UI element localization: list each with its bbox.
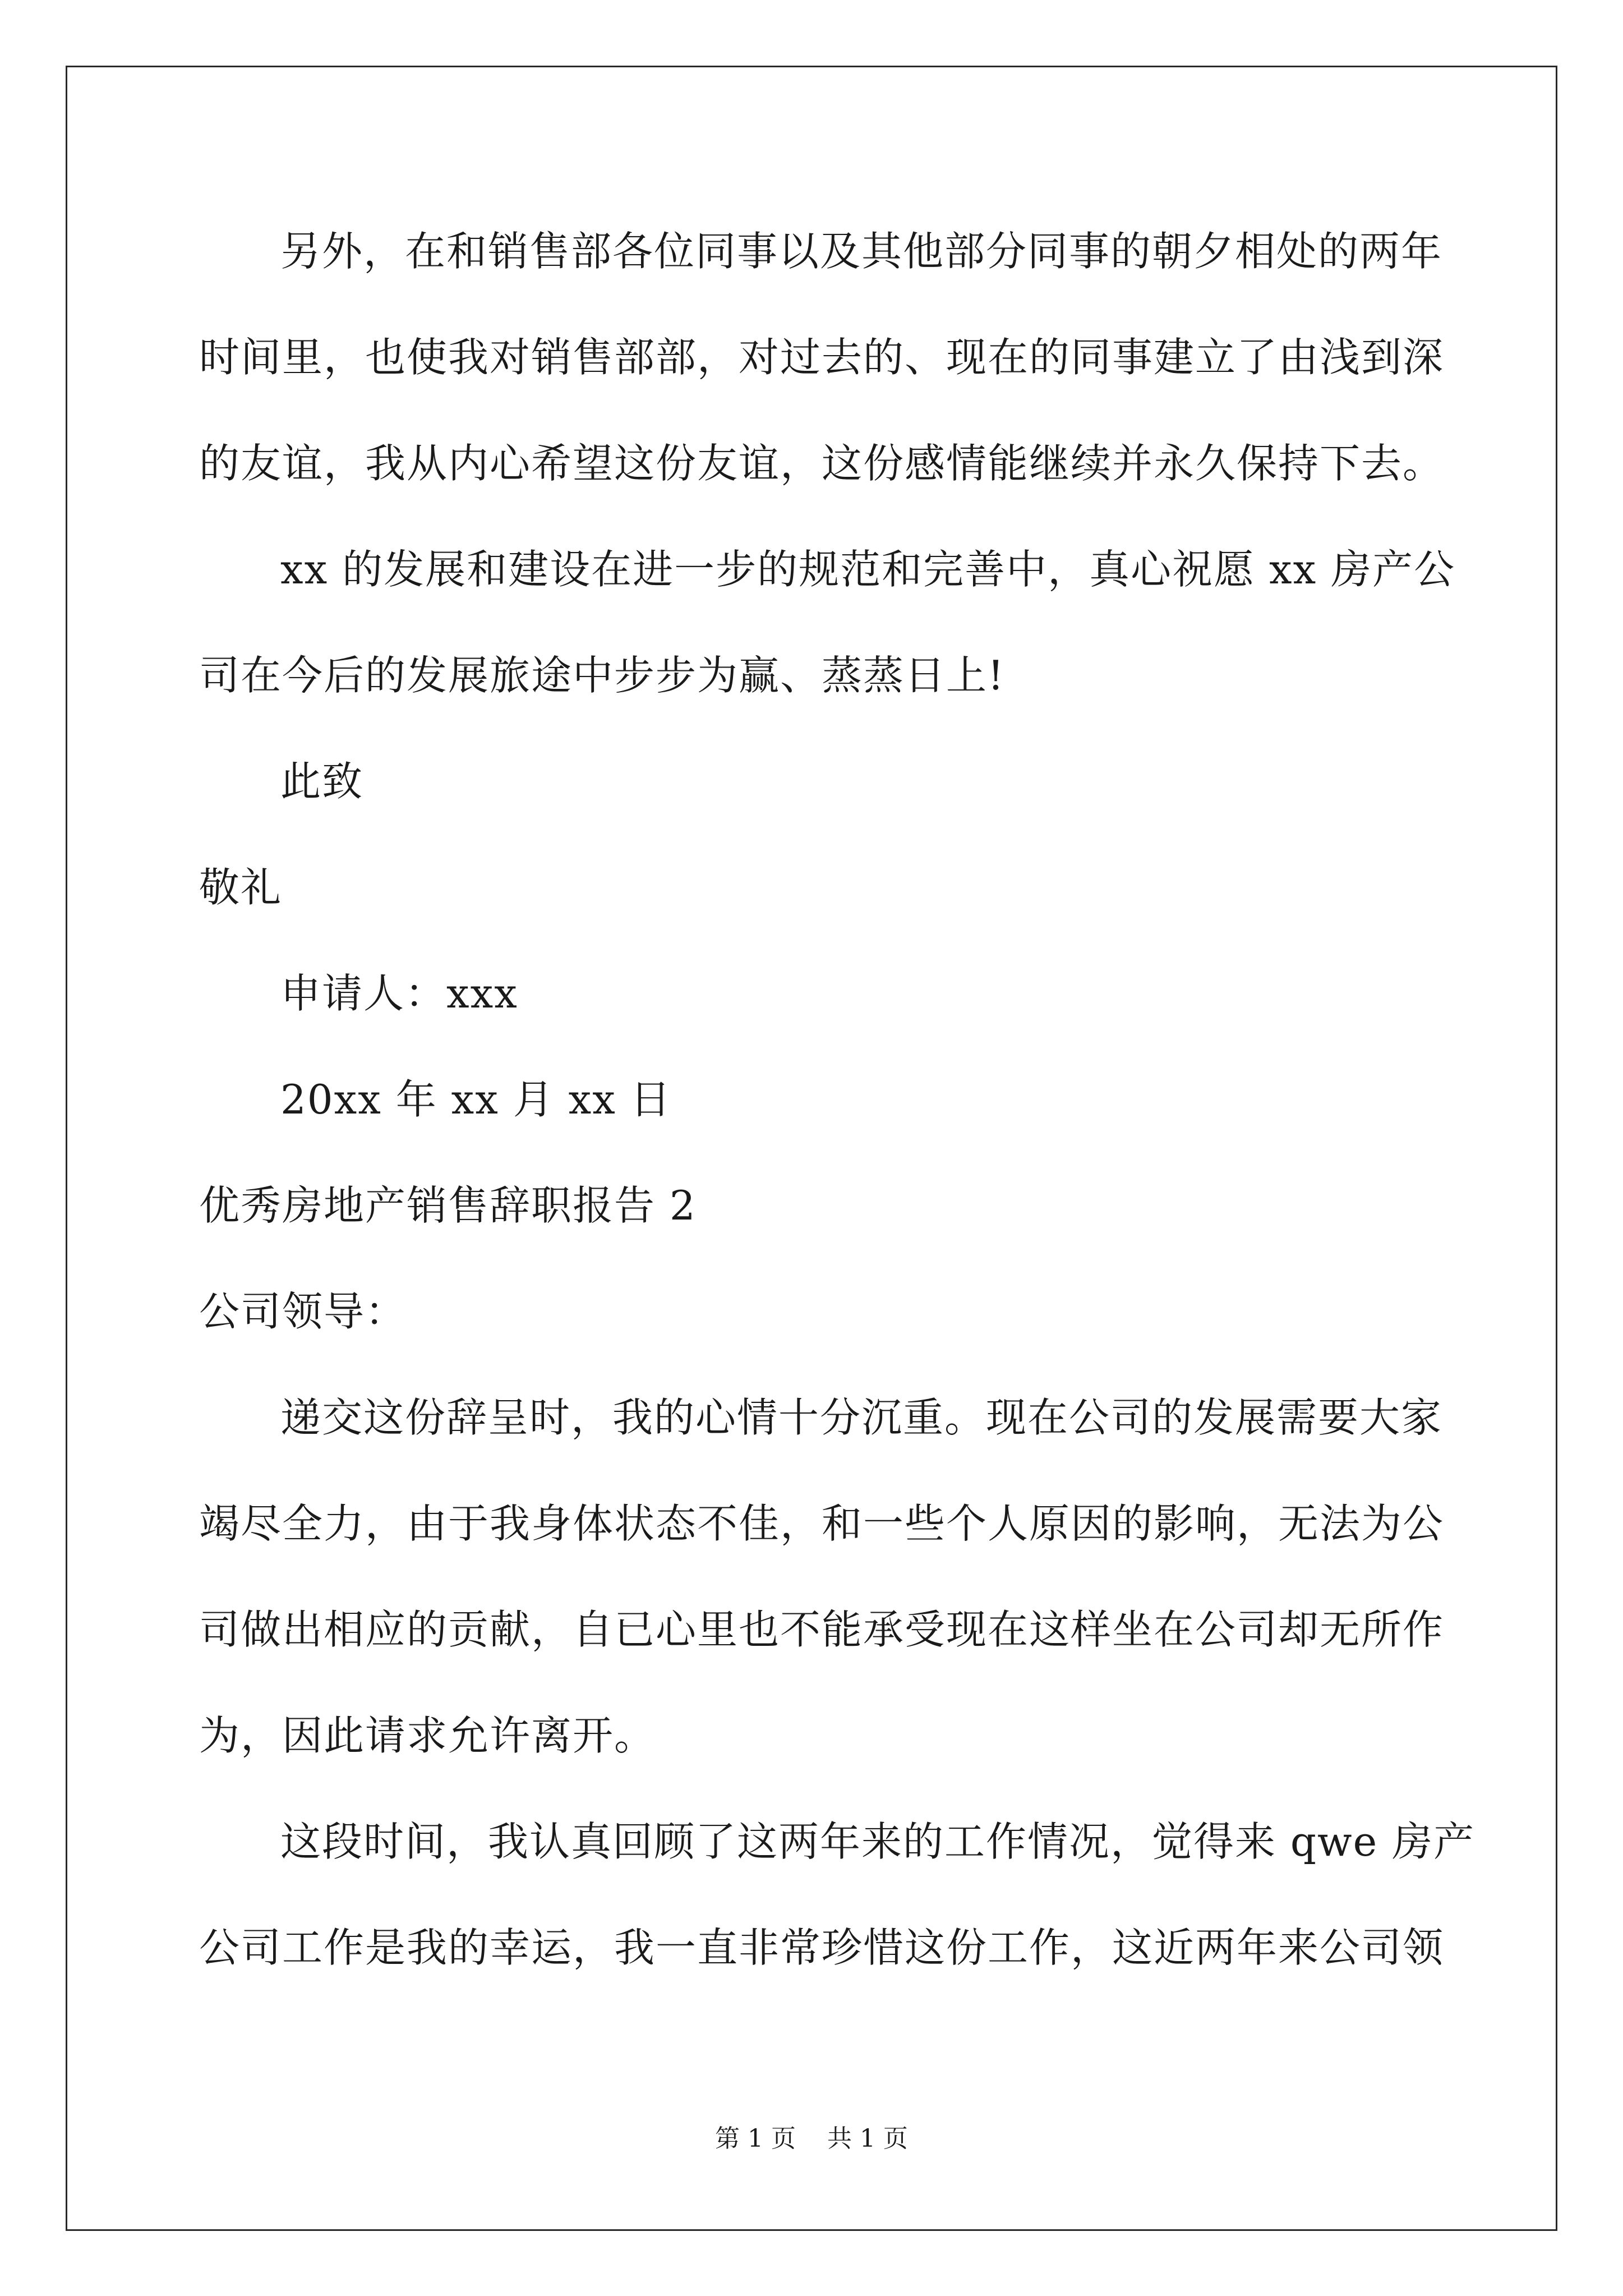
body-line: 的友谊，我从内心希望这份友谊，这份感情能继续并永久保持下去。 bbox=[199, 440, 1445, 487]
letter-date: 20xx 年 xx 月 xx 日 bbox=[280, 1076, 672, 1123]
body-line: 时间里，也使我对销售部部，对过去的、现在的同事建立了由浅到深 bbox=[199, 334, 1445, 381]
page-number-footer: 第 1 页 共 1 页 bbox=[715, 2124, 908, 2153]
body-line: 司做出相应的贡献，自已心里也不能承受现在这样坐在公司却无所作 bbox=[199, 1606, 1445, 1653]
body-line: 竭尽全力，由于我身体状态不佳，和一些个人原因的影响，无法为公 bbox=[199, 1500, 1445, 1547]
letter-salutation: 公司领导： bbox=[199, 1288, 407, 1335]
section-heading: 优秀房地产销售辞职报告 2 bbox=[199, 1182, 697, 1229]
page-border bbox=[66, 66, 1557, 2231]
body-line: xx 的发展和建设在进一步的规范和完善中，真心祝愿 xx 房产公 bbox=[280, 546, 1456, 593]
body-line: 公司工作是我的幸运，我一直非常珍惜这份工作，这近两年来公司领 bbox=[199, 1924, 1445, 1971]
closing-salutation: 此致 bbox=[280, 758, 364, 805]
body-line: 递交这份辞呈时，我的心情十分沉重。现在公司的发展需要大家 bbox=[280, 1394, 1443, 1441]
closing-regards: 敬礼 bbox=[199, 864, 283, 911]
body-line: 为，因此请求允许离开。 bbox=[199, 1712, 656, 1759]
body-line: 这段时间，我认真回顾了这两年来的工作情况，觉得来 qwe 房产 bbox=[280, 1818, 1476, 1865]
applicant-signature: 申请人：xxx bbox=[280, 970, 518, 1017]
body-line: 另外，在和销售部各位同事以及其他部分同事的朝夕相处的两年 bbox=[280, 228, 1443, 275]
body-line: 司在今后的发展旅途中步步为赢、蒸蒸日上! bbox=[199, 652, 1005, 699]
